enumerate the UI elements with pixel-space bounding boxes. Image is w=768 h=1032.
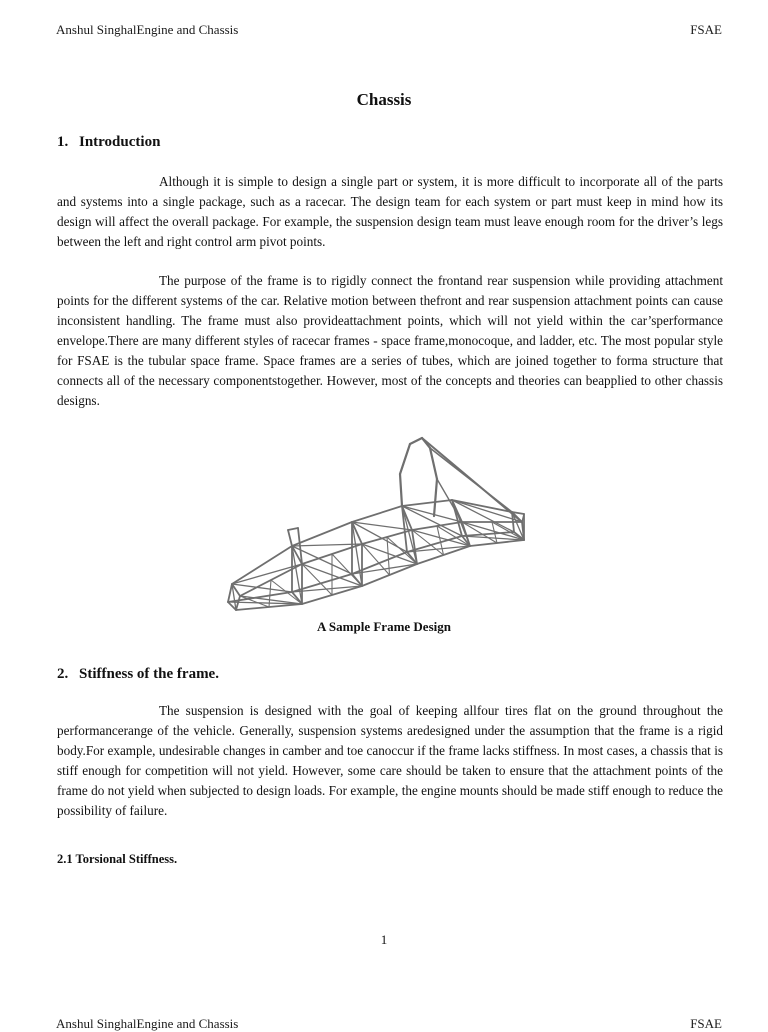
section-heading-introduction (57, 134, 160, 151)
subsection-heading: 2.1 Torsional Stiffness. (57, 852, 178, 866)
paragraph-stiffness-1: The suspension is designed with the goal of keeping allfour tires flat on the ground throughout the performancerange of the vehicle. Generally, suspension systems aredesigned under the assumption that the frame is a rigid body.For example, undesirable changes in camber and toe canoccur if the frame lacks stiffness. In most cases, a chassis that is stiff enough for competition will not yield. However, some care should be taken to ensure that the attachment points of the frame do not yield when subjected to design loads. For example, the engine mounts should be made stiff enough to reduce the possibility of failure. (57, 703, 723, 818)
footer-project: FSAE (690, 1016, 722, 1031)
page-title: Chassis (356, 90, 412, 109)
footer-author: Anshul SinghalEngine and Chassis (56, 1016, 239, 1031)
page-number: 1 (380, 932, 388, 947)
paragraph-intro-1: Although it is simple to design a single part or system, it is more difficult to incorporate all of the parts and systems into a single package, such as a racecar. The design team for each system or part must keep in mind how its design will affect the overall package. For example, the suspension design team must leave enough room for the driver’s legs between the left and right control arm pivot points. (57, 174, 723, 249)
section-heading-stiffness (57, 666, 219, 683)
header-author: Anshul SinghalEngine and Chassis (56, 22, 239, 37)
paragraph-intro-2: The purpose of the frame is to rigidly connect the frontand rear suspension while providing attachment points for the different systems of the car. Relative motion between thefront and rear suspension attachment points can cause inconsistent handling. The frame must also provideattachment points, which will not yield within the car’sperformance envelope.There are many different styles of racecar frames - space frame,monocoque, and ladder, etc. The most popular style for FSAE is the tubular space frame. Space frames are a series of tubes, which are joined together to forma structure that connects all of the necessary componentstogether. However, most of the concepts and theories can beapplied to other chassis designs. (57, 273, 723, 408)
frame-design-figure (222, 434, 542, 614)
section-number: 2. (57, 666, 69, 682)
section-title: Introduction (79, 134, 161, 150)
page-header (56, 22, 722, 38)
header-project: FSAE (690, 22, 722, 37)
section-title: Stiffness of the frame. (79, 666, 219, 682)
page-footer (56, 1016, 722, 1032)
section-number: 1. (57, 134, 69, 150)
figure-caption: A Sample Frame Design (317, 619, 451, 634)
